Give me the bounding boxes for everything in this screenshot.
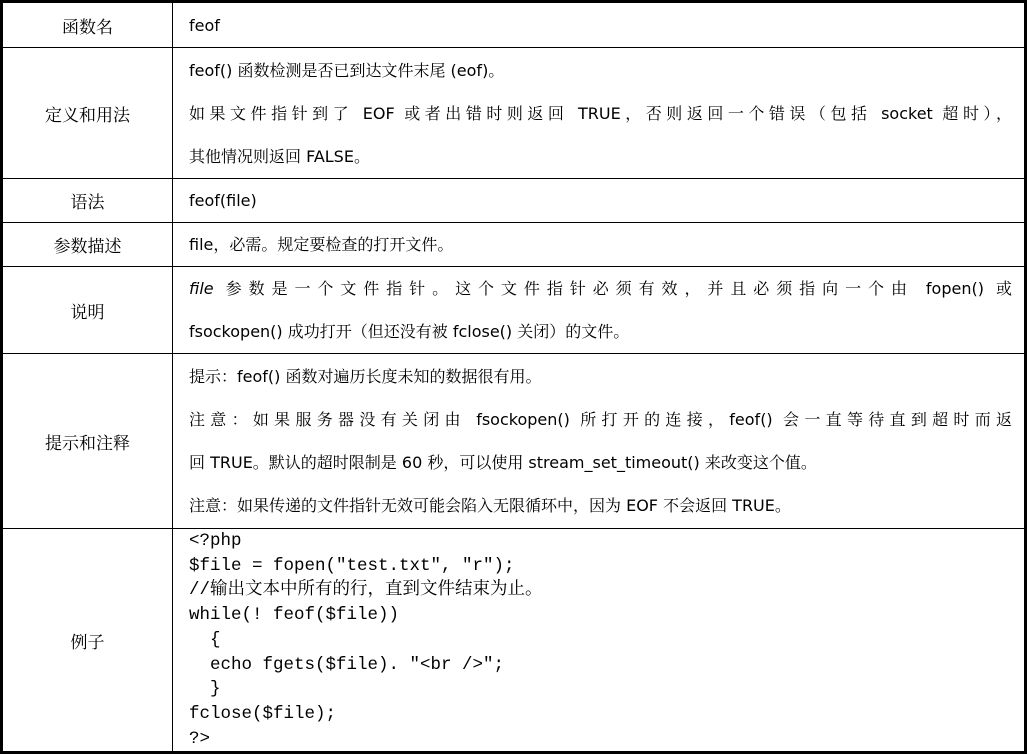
code-line-2: $file = fopen("test.txt", "r"); [189,555,515,576]
value-function-name [173,2,1026,48]
value-example [173,529,1026,753]
notes-line-1: 提示：feof() 函数对遍历长度未知的数据很有用。 [189,367,542,386]
parameters-text: file，必需。规定要检查的打开文件。 [189,235,454,254]
label-function-name: 函数名 [2,2,173,48]
description-italic-file: file [189,279,214,298]
notes-line-4: 注意：如果传递的文件指针无效可能会陷入无限循环中，因为 EOF 不会返回 TRUE。 [189,496,791,515]
syntax-text: feof(file) [189,191,257,210]
value-notes [173,354,1026,529]
definition-line-1: feof() 函数检测是否已到达文件末尾 (eof)。 [189,60,505,80]
notes-line-3: 回 TRUE。默认的超时限制是 60 秒，可以使用 stream_set_timeout() 来改变这个值。 [189,453,817,472]
label-description: 说明 [2,267,173,354]
code-line-9: ?> [189,728,211,749]
row-notes [2,354,1026,529]
code-line-3: //输出文本中所有的行，直到文件结束为止。 [189,580,543,601]
description-line-2: fsockopen() 成功打开（但还没有被 fclose() 关闭）的文件。 [189,322,630,341]
code-line-1: <?php [189,531,242,551]
function-name-text: feof [189,15,220,35]
label-parameters: 参数描述 [2,223,173,267]
code-line-4: while(! feof($file)) [189,605,400,626]
value-definition [173,48,1026,179]
label-notes: 提示和注释 [2,354,173,529]
row-syntax [2,179,1026,223]
label-definition: 定义和用法 [2,48,173,179]
code-line-8: fclose($file); [189,703,337,724]
row-example [2,529,1026,753]
value-parameters [173,223,1026,267]
code-line-6: echo fgets($file). "<br />"; [189,654,505,675]
code-line-7: } [189,679,221,700]
notes-line-2: 注意：如果服务器没有关闭由 fsockopen() 所打开的连接，feof() 会一直等待直到超时而返 [189,410,1012,429]
value-description [173,267,1026,354]
label-example: 例子 [2,529,173,753]
code-line-5: { [189,629,221,650]
row-definition [2,48,1026,179]
row-function-name [2,2,1026,48]
row-description [2,267,1026,354]
description-line-1-rest: 参数是一个文件指针。这个文件指针必须有效，并且必须指向一个由 fopen() 或 [213,279,1012,298]
row-parameters [2,223,1026,267]
value-syntax [173,179,1026,223]
definition-line-3: 其他情况则返回 FALSE。 [189,146,370,166]
label-syntax: 语法 [2,179,173,223]
description-line-1 [189,267,1012,310]
definition-line-2: 如果文件指针到了 EOF 或者出错时则返回 TRUE，否则返回一个错误（包括 socket 超时）， [189,103,1012,123]
